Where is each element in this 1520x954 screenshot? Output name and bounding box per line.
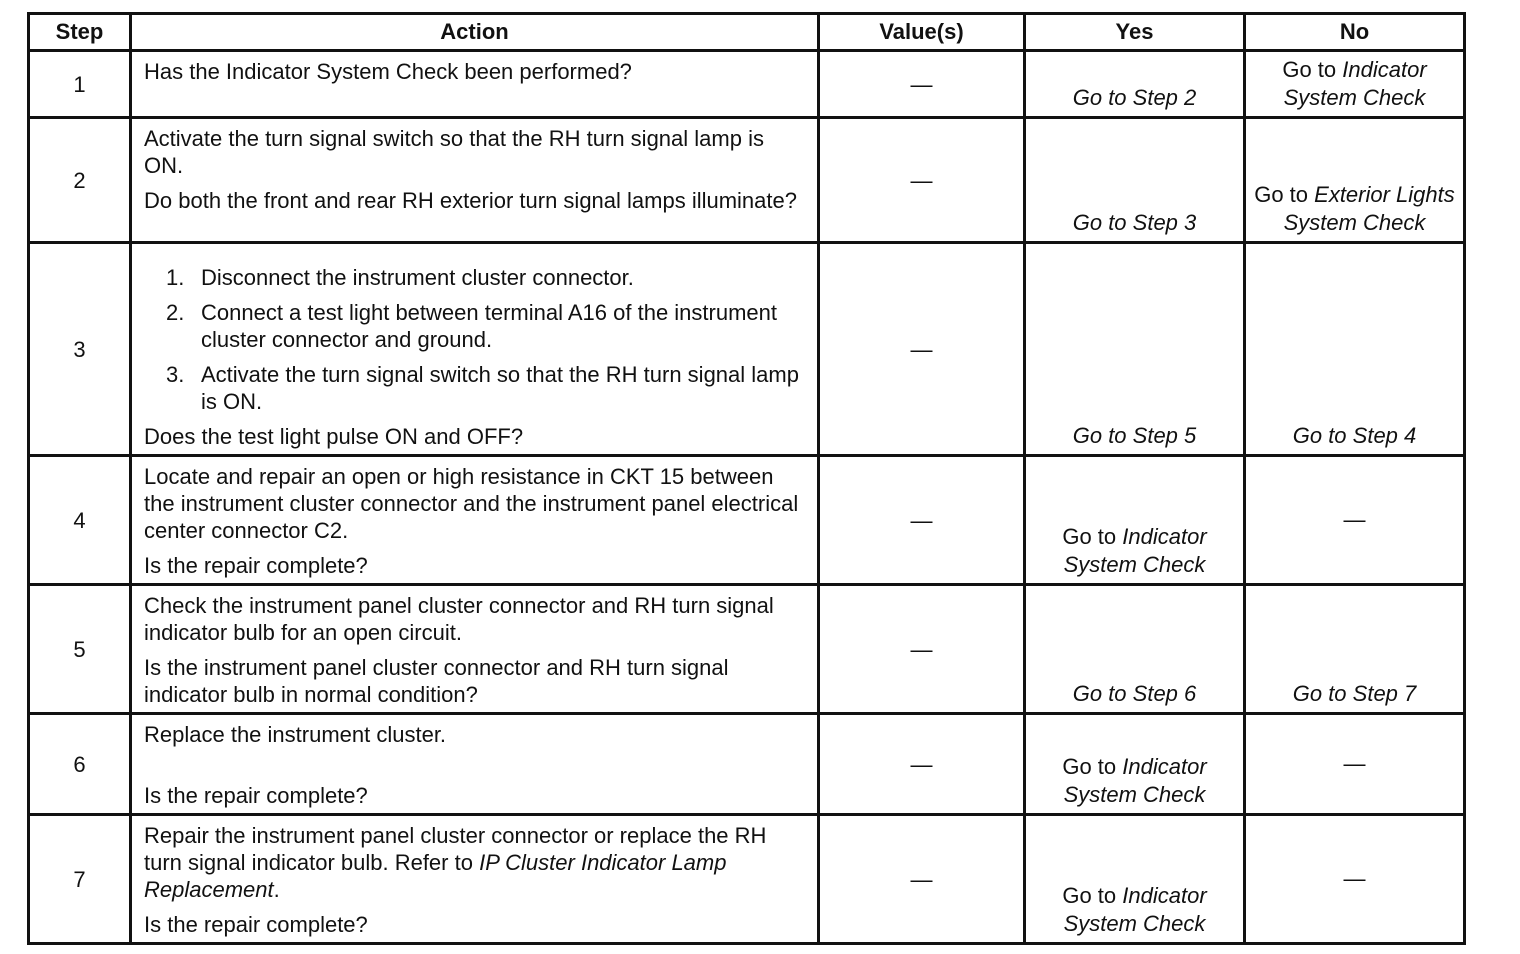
list-text: Connect a test light between terminal A16 of the instrument cluster connector and ground.	[201, 300, 777, 352]
action-list	[144, 264, 807, 415]
table-row	[29, 118, 1465, 243]
value-dash: —	[910, 71, 933, 97]
step-number: 5	[29, 585, 131, 714]
header-yes: Yes	[1025, 14, 1245, 51]
step-number: 3	[29, 243, 131, 456]
value-dash: —	[910, 866, 933, 892]
action-question: Is the instrument panel cluster connector and RH turn signal indicator bulb in normal condition?	[144, 655, 729, 707]
value-cell	[819, 118, 1025, 243]
action-text-plain: Repair the instrument panel cluster connector or replace the RH turn signal indicator bulb. Refer to	[144, 823, 767, 875]
no-cell	[1245, 118, 1465, 243]
yes-text: Go to	[1062, 883, 1123, 908]
yes-link[interactable]: Go to Step 3	[1072, 210, 1197, 235]
action-text: Replace the instrument cluster.	[144, 722, 447, 747]
yes-link[interactable]: Go to Step 5	[1072, 423, 1197, 448]
table-row	[29, 714, 1465, 815]
value-dash: —	[910, 336, 933, 362]
value-cell	[819, 585, 1025, 714]
action-text: Activate the turn signal switch so that the RH turn signal lamp is ON.	[144, 126, 764, 178]
list-text: Activate the turn signal switch so that the RH turn signal lamp is ON.	[201, 362, 799, 414]
action-question: Is the repair complete?	[144, 553, 368, 578]
action-text-end: .	[273, 877, 280, 902]
no-text: Go to	[1282, 57, 1343, 82]
step-number: 6	[29, 714, 131, 815]
action-text: Locate and repair an open or high resistance in CKT 15 between the instrument cluster connector and the instrument panel electrical center connector C2.	[144, 464, 799, 543]
no-cell	[1245, 714, 1465, 815]
yes-text: Go to	[1062, 754, 1123, 779]
no-cell	[1245, 585, 1465, 714]
header-step: Step	[29, 14, 131, 51]
action-cell	[131, 585, 819, 714]
list-item	[144, 299, 807, 353]
list-number: 3.	[166, 362, 185, 387]
action-question: Is the repair complete?	[144, 783, 368, 808]
yes-cell	[1025, 815, 1245, 944]
header-row	[29, 14, 1465, 51]
no-text: Go to	[1254, 182, 1315, 207]
action-cell	[131, 815, 819, 944]
action-question: Do both the front and rear RH exterior turn signal lamps illuminate?	[144, 188, 797, 213]
header-values: Value(s)	[819, 14, 1025, 51]
action-cell	[131, 456, 819, 585]
diagnostic-table	[27, 12, 1466, 945]
table-row	[29, 815, 1465, 944]
value-cell	[819, 243, 1025, 456]
yes-link[interactable]: Go to Step 2	[1072, 85, 1197, 110]
no-cell	[1245, 456, 1465, 585]
action-cell	[131, 118, 819, 243]
yes-link[interactable]: Indicator System Check	[1063, 754, 1207, 807]
action-question: Is the repair complete?	[144, 912, 368, 937]
yes-cell	[1025, 243, 1245, 456]
list-number: 1.	[166, 265, 185, 290]
no-dash: —	[1343, 866, 1366, 891]
value-cell	[819, 456, 1025, 585]
action-link[interactable]: IP Cluster Indicator Lamp Replacement	[144, 850, 727, 902]
value-dash: —	[910, 507, 933, 533]
no-link[interactable]: Exterior Lights System Check	[1283, 182, 1455, 235]
yes-cell	[1025, 118, 1245, 243]
no-cell	[1245, 243, 1465, 456]
no-dash: —	[1343, 751, 1366, 776]
yes-cell	[1025, 456, 1245, 585]
list-item	[144, 361, 807, 415]
step-number: 2	[29, 118, 131, 243]
table-row	[29, 243, 1465, 456]
action-cell	[131, 714, 819, 815]
step-number: 4	[29, 456, 131, 585]
table-row	[29, 456, 1465, 585]
value-dash: —	[910, 167, 933, 193]
header-no: No	[1245, 14, 1465, 51]
value-cell	[819, 815, 1025, 944]
action-cell	[131, 243, 819, 456]
value-cell	[819, 714, 1025, 815]
step-number: 7	[29, 815, 131, 944]
header-action: Action	[131, 14, 819, 51]
yes-cell	[1025, 585, 1245, 714]
yes-text: Go to	[1062, 524, 1123, 549]
yes-link[interactable]: Go to Step 6	[1072, 681, 1197, 706]
value-cell	[819, 51, 1025, 118]
value-dash: —	[910, 751, 933, 777]
no-link[interactable]: Go to Step 7	[1292, 681, 1417, 706]
yes-link[interactable]: Indicator System Check	[1063, 883, 1207, 936]
value-dash: —	[910, 636, 933, 662]
no-cell	[1245, 51, 1465, 118]
yes-cell	[1025, 51, 1245, 118]
yes-link[interactable]: Indicator System Check	[1063, 524, 1207, 577]
table-row	[29, 585, 1465, 714]
step-number: 1	[29, 51, 131, 118]
action-text: Check the instrument panel cluster connector and RH turn signal indicator bulb for an open circuit.	[144, 593, 774, 645]
action-question: Does the test light pulse ON and OFF?	[144, 424, 524, 449]
action-cell	[131, 51, 819, 118]
action-text: Has the Indicator System Check been performed?	[144, 59, 632, 84]
list-text: Disconnect the instrument cluster connector.	[201, 265, 634, 290]
list-number: 2.	[166, 300, 185, 325]
table-row	[29, 51, 1465, 118]
yes-cell	[1025, 714, 1245, 815]
action-text	[144, 822, 807, 903]
no-cell	[1245, 815, 1465, 944]
list-item	[144, 264, 807, 291]
no-link[interactable]: Go to Step 4	[1292, 423, 1417, 448]
no-link[interactable]: Indicator System Check	[1283, 57, 1427, 110]
no-dash: —	[1343, 507, 1366, 532]
